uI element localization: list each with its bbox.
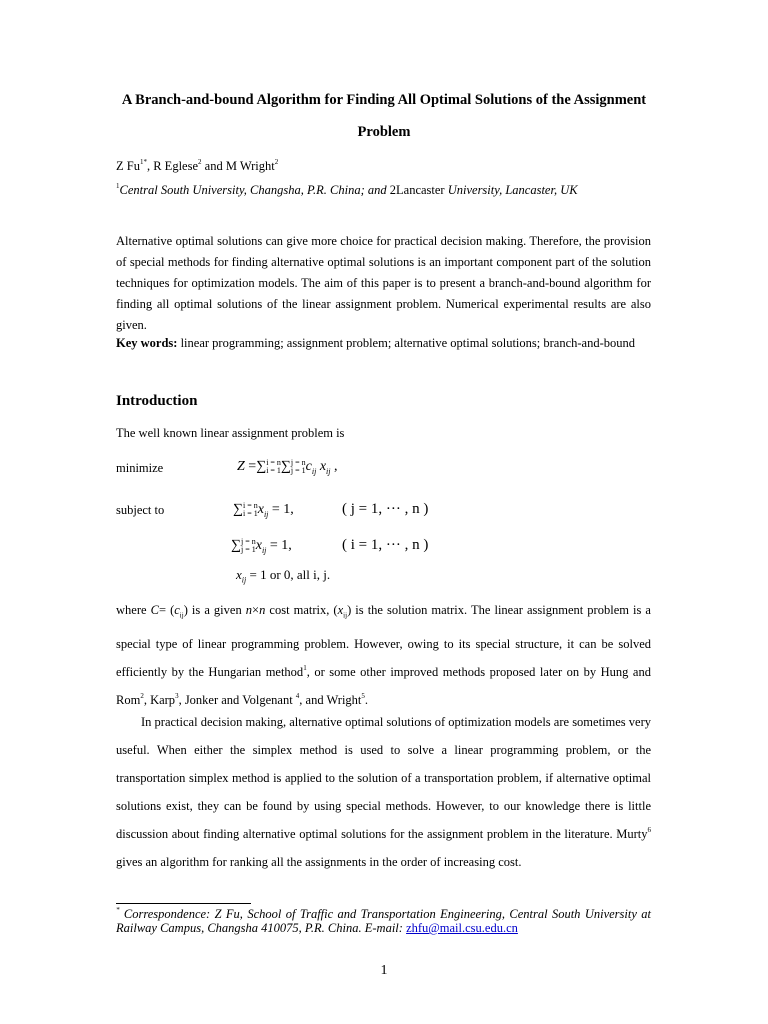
- text-run: , and Wright: [299, 692, 362, 707]
- affiliation-line: [116, 183, 578, 198]
- author-names-rest: and M Wright: [201, 159, 275, 173]
- section-heading: Introduction: [116, 393, 198, 409]
- eq-subscript: ij: [326, 467, 331, 477]
- sum-limits: [243, 502, 258, 518]
- text-run: where: [116, 603, 151, 617]
- eq-symbol: = 1 or 0, all i, j.: [246, 567, 331, 582]
- constraint-2: ∑j = n $j = 1x_{ij} = 1$,: [231, 537, 292, 556]
- text-run: C: [150, 603, 159, 617]
- affiliation-superscript: 1: [116, 182, 120, 190]
- eq-symbol: c: [305, 459, 312, 475]
- text-run: n: [259, 603, 266, 617]
- citation: 2: [140, 691, 144, 700]
- text-run: , Karp: [143, 692, 176, 707]
- text-run: x: [337, 603, 344, 617]
- constraint-1: ∑i = n $i = 1x_{ij} = 1$,: [233, 501, 294, 520]
- citation: 3: [175, 691, 179, 700]
- eq-subscript: ij: [311, 467, 317, 477]
- constraint-1-range: ( j = 1, ··· , n ): [342, 501, 429, 517]
- text-run: = (: [158, 603, 175, 617]
- sum-limits: [241, 538, 256, 554]
- footnote: [116, 907, 651, 935]
- eq-subscript: ij: [261, 546, 267, 556]
- eq-symbol: x: [316, 459, 327, 475]
- subject-to-label: subject to: [116, 503, 165, 517]
- text-run: gives an algorithm for ranking all the assignments in the order of increasing cost.: [116, 855, 522, 869]
- text-run: , or some other improved methods proposed later on by Hung and Rom: [116, 664, 651, 707]
- sum-limit: i = n: [242, 501, 258, 510]
- text-run: ) is the solution matrix. The linear assignment problem is a special type of linear programming problem. However, owing to its special structure, it can be solved efficiently by the Hungarian method: [116, 603, 651, 679]
- body-paragraph-1: [116, 596, 651, 714]
- text-run: ) is a given: [183, 603, 246, 617]
- eq-subscript: ij: [263, 510, 269, 520]
- keywords-label: Key words:: [116, 336, 178, 350]
- author-name: Z Fu: [116, 159, 140, 173]
- footnote-separator: [116, 903, 251, 904]
- author-names-rest: , R Eglese: [146, 159, 199, 173]
- footnote-mark: *: [116, 906, 120, 914]
- author-superscript: 2: [274, 158, 279, 166]
- text-run: c: [174, 603, 180, 617]
- author-line: [116, 159, 278, 174]
- affiliation-part: University, Lancaster, UK: [447, 183, 578, 197]
- sum-limit: i = 1: [266, 466, 281, 475]
- intro-sentence: The well known linear assignment problem is: [116, 426, 345, 440]
- minimize-label: minimize: [116, 461, 164, 475]
- eq-symbol: Z: [237, 459, 245, 475]
- eq-symbol: = 1,: [268, 502, 294, 518]
- author-superscript: 1*: [139, 158, 147, 166]
- citation: 6: [647, 826, 651, 834]
- sum-limit: j = 1: [240, 545, 256, 554]
- text-run: n: [245, 603, 253, 617]
- text-run: , Jonker and Volgenant: [178, 692, 296, 707]
- text-run: ×: [252, 603, 260, 617]
- citation: 5: [361, 691, 365, 700]
- eq-symbol: ,: [330, 459, 338, 475]
- eq-symbol: =: [244, 459, 257, 475]
- affiliation-part: 2Lancaster: [386, 183, 448, 197]
- sum-limit: j = 1: [290, 466, 306, 475]
- sum-limit: i = n: [266, 458, 281, 467]
- keywords-line: [116, 336, 635, 351]
- eq-subscript: ij: [241, 575, 247, 585]
- eq-symbol: x: [257, 502, 264, 518]
- body-paragraph-2: [116, 708, 651, 876]
- email-link[interactable]: zhfu@mail.csu.edu.cn: [406, 921, 518, 935]
- sum-limit: j = n: [240, 537, 256, 546]
- footnote-text: Correspondence: Z Fu, School of Traffic and Transportation Engineering, Central South University at Railway Campus, Changsha 410075, P.R. China. E-mail: [116, 907, 651, 935]
- sum-limits: [291, 459, 306, 475]
- text-run: cost matrix, (: [265, 603, 338, 617]
- abstract: Alternative optimal solutions can give more choice for practical decision making. Therefore, the provision of special methods for finding alternative optimal solutions is an important component part of the solution techniques for optimization models. The aim of this paper is to present a branch-and-bound algorithm for finding all optimal solutions of the linear assignment problem. Numerical experimental results are also given.: [116, 234, 651, 332]
- eq-symbol: x: [236, 567, 242, 582]
- constraint-2-range: ( i = 1, ··· , n ): [342, 537, 429, 553]
- citation: 1: [303, 663, 307, 672]
- keywords-text: linear programming; assignment problem; alternative optimal solutions; branch-and-bound: [177, 336, 635, 350]
- paper-title: A Branch-and-bound Algorithm for Finding All Optimal Solutions of the Assignment Problem: [121, 92, 647, 140]
- constraint-3: [236, 567, 330, 585]
- author-superscript: 2: [198, 158, 202, 166]
- affiliation-part: Central South University, Changsha, P.R. China; and: [119, 183, 387, 197]
- subscript: ij: [179, 611, 184, 620]
- footnote-text: :: [398, 921, 407, 935]
- page-number: 1: [380, 963, 388, 978]
- eq-symbol: x: [255, 538, 262, 554]
- eq-symbol: = 1,: [266, 538, 292, 554]
- subscript: ij: [343, 611, 348, 620]
- text-run: In practical decision making, alternative optimal solutions of optimization models are sometimes very useful. When either the simplex method is used to solve a linear programming problem, or the transportation simplex method is applied to the solution of a transportation problem, if alternative optimal solutions exist, they can be found by using special methods. However, to our knowledge there is little discussion about finding alternative optimal solutions for the assignment problem in the literature. Murty: [116, 715, 651, 841]
- sum-limit: i = 1: [242, 509, 258, 518]
- objective-equation: Z =∑i = n i = 1∑j = n $j = 1c_{ij}$ $x_{ij}$ ,: [237, 458, 338, 477]
- sum-limit: j = n: [290, 458, 306, 467]
- sum-limits: [266, 459, 281, 475]
- text-run: .: [364, 692, 369, 707]
- citation: 4: [295, 691, 300, 700]
